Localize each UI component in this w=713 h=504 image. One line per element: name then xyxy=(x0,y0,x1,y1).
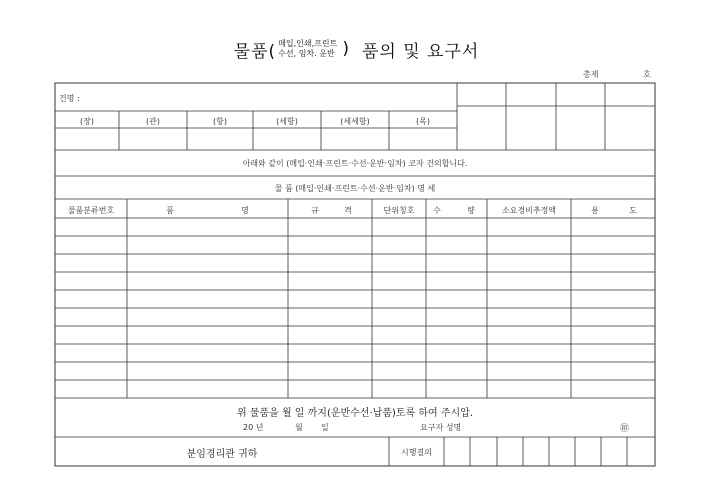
request-sentence: 아래와 같이 (매입·인쇄·프린트·수선·운반·임차) 코자 건의합니다. xyxy=(242,159,468,168)
col-purpose-b: 도 xyxy=(629,206,637,215)
budget-header-hang: (항) xyxy=(213,117,227,126)
title-main: 물품( xyxy=(233,41,277,62)
budget-header-gwan: (관) xyxy=(146,117,160,126)
date-year: 20 년 xyxy=(243,423,264,432)
col-estimated-cost: 소요경비추정액 xyxy=(501,206,557,215)
col-purpose-a: 용 xyxy=(591,206,599,215)
date-month: 월 xyxy=(295,423,303,432)
deadline-sentence: 위 물품을 월 일 까지(운반수선·납품)토록 하여 주시압. xyxy=(236,408,474,419)
approval-label: 시행결의 xyxy=(401,448,432,457)
title-line1: 매입,인쇄,프린트 xyxy=(278,39,338,48)
subject-label: 건명 : xyxy=(59,94,80,103)
seal-mark: ㊞ xyxy=(620,424,630,434)
requester-label: 요구자 성명 xyxy=(420,423,462,432)
col-item-name-b: 명 xyxy=(241,206,249,215)
col-qty-b: 량 xyxy=(467,206,475,215)
doc-number-label: 총제 xyxy=(583,70,599,79)
addressee: 분임경리관 귀하 xyxy=(186,449,258,460)
budget-header-sehang: (세항) xyxy=(276,117,298,126)
title-suffix: 품의 및 요구서 xyxy=(361,41,480,62)
col-qty-a: 수 xyxy=(433,206,441,215)
col-item-name-a: 품 xyxy=(166,206,174,215)
doc-number-unit: 호 xyxy=(643,70,651,79)
col-classification-no: 물품분류번호 xyxy=(67,206,115,215)
detail-title: 물 품 (매입·인쇄·프린트·수선·운반·임차) 명 세 xyxy=(274,184,436,193)
col-unit: 단위칭호 xyxy=(383,206,415,215)
col-spec-b: 격 xyxy=(344,206,352,215)
date-day: 일 xyxy=(321,423,329,432)
title-line2: 수선, 임차. 운반 xyxy=(278,49,335,58)
col-spec-a: 규 xyxy=(311,206,319,215)
budget-header-mok: (목) xyxy=(416,117,430,126)
budget-header-jang: (장) xyxy=(80,117,94,126)
title-close: ) xyxy=(342,39,349,59)
budget-header-sesehang: (세세항) xyxy=(340,117,370,126)
